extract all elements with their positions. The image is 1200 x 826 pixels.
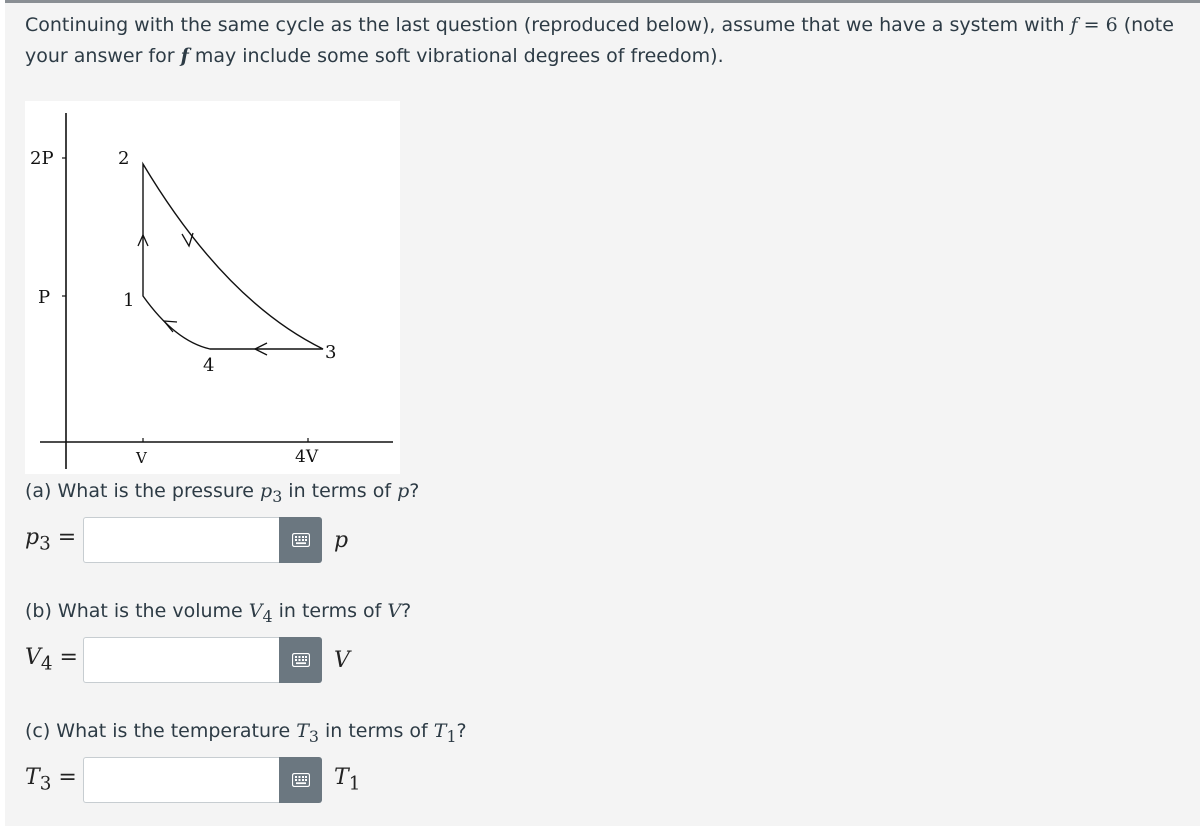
math-keyboard-button-c[interactable]: [279, 757, 322, 803]
top-rule: [0, 0, 1200, 3]
answer-label-b: $V_4$ =: [25, 645, 78, 675]
answer-input-v4[interactable]: [83, 637, 279, 683]
keyboard-icon: [292, 533, 310, 547]
intro-text: Continuing with the same cycle as the last question (reproduced below), assume that we have a system with f = 6 (note your answer for f may include some soft vibrational degrees of freedom).: [25, 14, 1174, 67]
answer-row-b: [25, 637, 350, 683]
y-label-2p: 2P: [30, 148, 54, 169]
answer-input-p3[interactable]: [83, 517, 279, 563]
x-label-v: V: [136, 449, 147, 467]
question-c: (c) What is the temperature $T_3$ in terms of $T_1$?: [25, 720, 467, 746]
keyboard-icon: [292, 773, 310, 787]
math-keyboard-button-a[interactable]: [279, 517, 322, 563]
pv-diagram-svg: [25, 101, 400, 474]
unit-c: $T_1$: [334, 765, 361, 795]
answer-input-t3[interactable]: [83, 757, 279, 803]
answer-label-c: $T_3$ =: [25, 765, 77, 795]
math-keyboard-button-b[interactable]: [279, 637, 322, 683]
y-label-p: P: [38, 287, 51, 308]
question-b: (b) What is the volume $V_4$ in terms of V?: [25, 600, 412, 626]
answer-label-a: $p_3$ =: [25, 525, 77, 555]
point-label-3: 3: [325, 342, 337, 363]
keyboard-icon: [292, 653, 310, 667]
question-a: (a) What is the pressure $p_3$ in terms of p?: [25, 480, 420, 506]
point-label-2: 2: [118, 148, 130, 169]
unit-a: p: [334, 527, 349, 553]
point-label-4: 4: [203, 355, 215, 376]
answer-row-c: [25, 757, 360, 803]
left-rule: [0, 0, 5, 826]
point-label-1: 1: [123, 290, 135, 311]
pv-diagram: [25, 101, 400, 474]
unit-b: V: [334, 647, 350, 673]
x-label-4v: 4V: [295, 447, 319, 467]
answer-row-a: [25, 517, 348, 563]
